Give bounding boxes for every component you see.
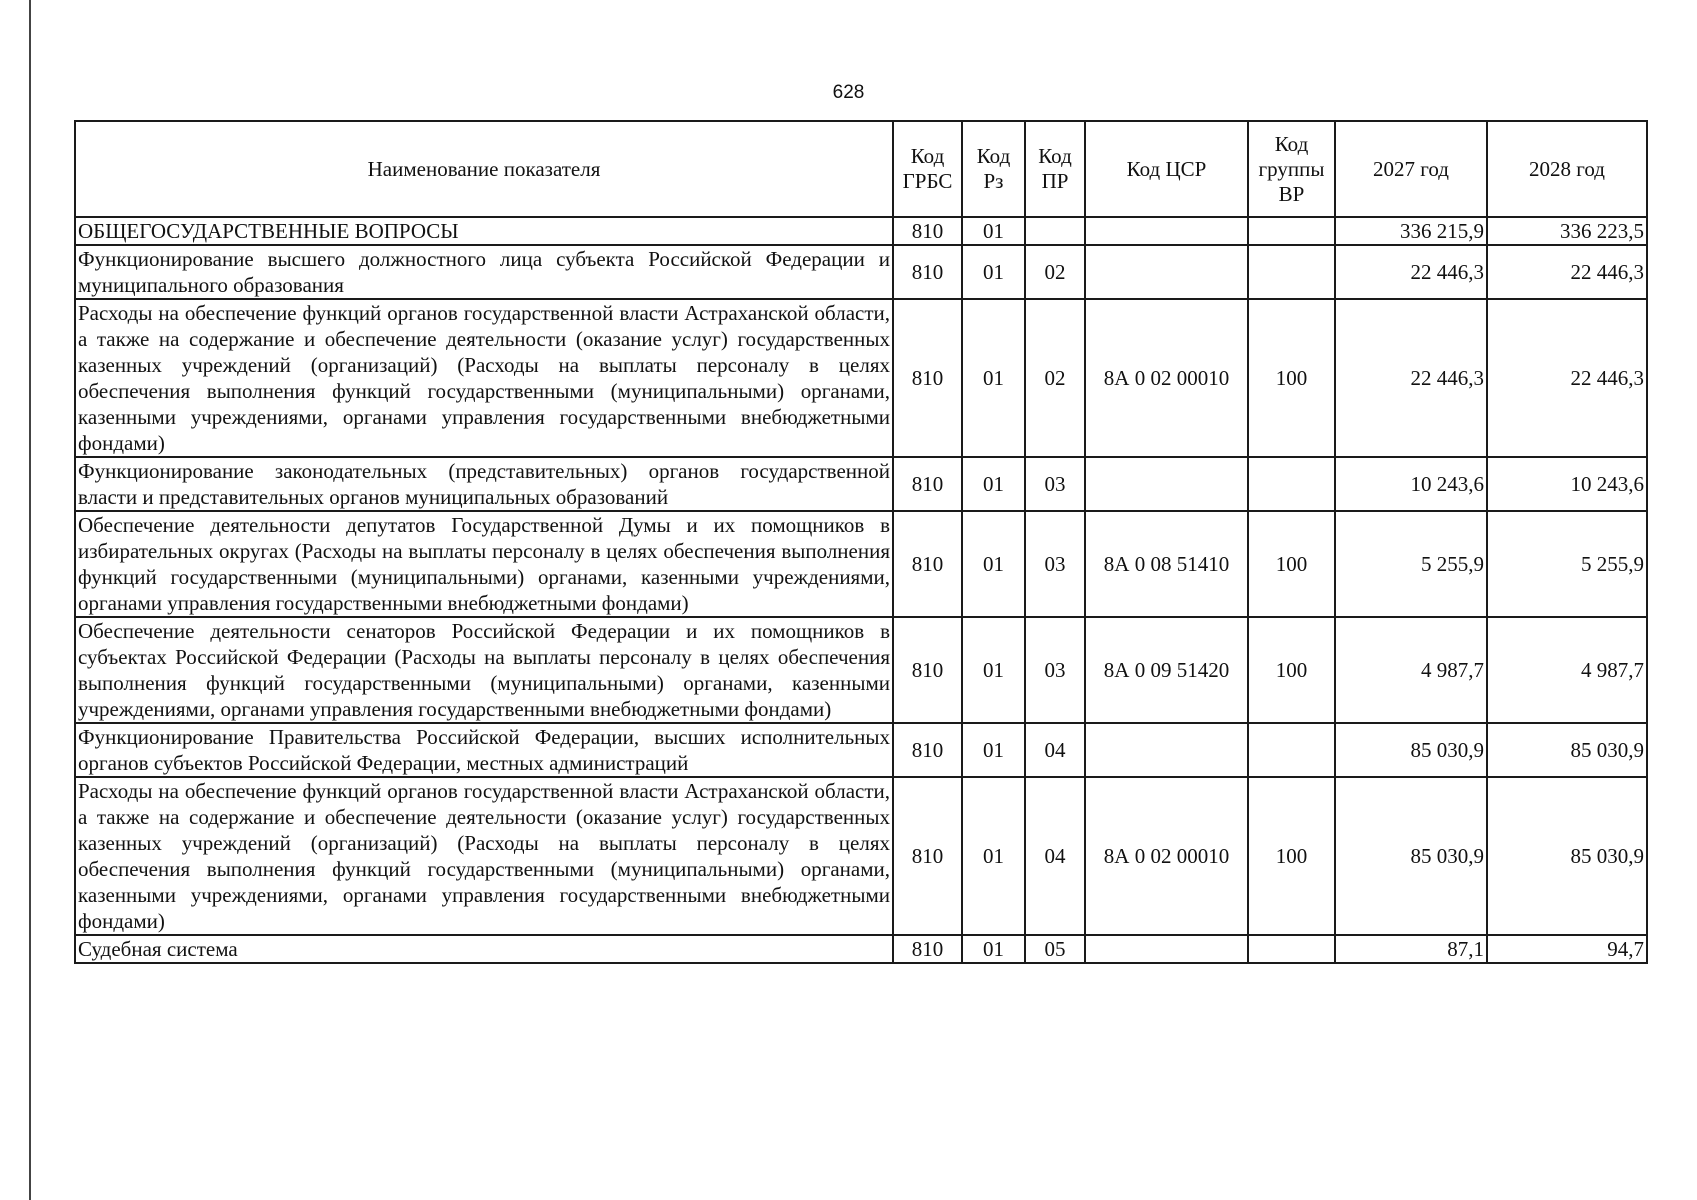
cell-name: Обеспечение деятельности сенаторов Российской Федерации и их помощников в субъектах Российской Федерации (Расходы на выплаты персоналу в целях обеспечения выполнения функций государственными (муниципальными) органами, казенными учреждениями, органами управления государственными внебюджетными фондами) [75, 617, 893, 723]
cell-grbs: 810 [893, 777, 962, 935]
cell-csr [1085, 723, 1248, 777]
table-row [75, 617, 1647, 723]
header-2028: 2028 год [1487, 121, 1647, 217]
cell-grbs: 810 [893, 299, 962, 457]
cell-pr [1025, 217, 1085, 245]
cell-2028: 22 446,3 [1487, 299, 1647, 457]
table-body [75, 217, 1647, 963]
table-row [75, 457, 1647, 511]
table-row [75, 245, 1647, 299]
cell-rz: 01 [962, 245, 1025, 299]
header-csr: Код ЦСР [1085, 121, 1248, 217]
cell-name: Расходы на обеспечение функций органов государственной власти Астраханской области, а также на содержание и обеспечение деятельности (оказание услуг) государственных казенных учреждений (организаций) (Расходы на выплаты персоналу в целях обеспечения выполнения функций государственными (муниципальными) органами, казенными учреждениями, органами управления государственными внебюджетными фондами) [75, 777, 893, 935]
cell-pr: 05 [1025, 935, 1085, 963]
cell-pr: 03 [1025, 511, 1085, 617]
table-row [75, 217, 1647, 245]
header-name: Наименование показателя [75, 121, 893, 217]
table-row [75, 299, 1647, 457]
cell-csr: 8А 0 08 51410 [1085, 511, 1248, 617]
cell-rz: 01 [962, 217, 1025, 245]
cell-pr: 02 [1025, 245, 1085, 299]
budget-table [74, 120, 1648, 964]
cell-2027: 336 215,9 [1335, 217, 1487, 245]
cell-2027: 5 255,9 [1335, 511, 1487, 617]
cell-rz: 01 [962, 723, 1025, 777]
cell-rz: 01 [962, 777, 1025, 935]
cell-2028: 4 987,7 [1487, 617, 1647, 723]
cell-pr: 04 [1025, 723, 1085, 777]
cell-vr: 100 [1248, 777, 1335, 935]
cell-2028: 85 030,9 [1487, 723, 1647, 777]
cell-2028: 94,7 [1487, 935, 1647, 963]
cell-grbs: 810 [893, 511, 962, 617]
cell-csr [1085, 935, 1248, 963]
cell-vr: 100 [1248, 299, 1335, 457]
cell-rz: 01 [962, 511, 1025, 617]
cell-name: Обеспечение деятельности депутатов Государственной Думы и их помощников в избирательных округах (Расходы на выплаты персоналу в целях обеспечения выполнения функций государственными (муниципальными) органами, казенными учреждениями, органами управления государственными внебюджетными фондами) [75, 511, 893, 617]
cell-grbs: 810 [893, 217, 962, 245]
cell-grbs: 810 [893, 617, 962, 723]
cell-2027: 85 030,9 [1335, 777, 1487, 935]
header-vr: Код группы ВР [1248, 121, 1335, 217]
cell-csr [1085, 245, 1248, 299]
cell-name: Функционирование законодательных (представительных) органов государственной власти и представительных органов муниципальных образований [75, 457, 893, 511]
cell-2027: 85 030,9 [1335, 723, 1487, 777]
cell-2028: 336 223,5 [1487, 217, 1647, 245]
cell-name: Расходы на обеспечение функций органов государственной власти Астраханской области, а также на содержание и обеспечение деятельности (оказание услуг) государственных казенных учреждений (организаций) (Расходы на выплаты персоналу в целях обеспечения выполнения функций государственными (муниципальными) органами, казенными учреждениями, органами управления государственными внебюджетными фондами) [75, 299, 893, 457]
cell-vr: 100 [1248, 511, 1335, 617]
cell-vr [1248, 935, 1335, 963]
cell-2027: 22 446,3 [1335, 299, 1487, 457]
cell-vr: 100 [1248, 617, 1335, 723]
cell-vr [1248, 723, 1335, 777]
cell-csr [1085, 457, 1248, 511]
left-margin-line [29, 0, 31, 1200]
cell-csr: 8А 0 09 51420 [1085, 617, 1248, 723]
cell-grbs: 810 [893, 457, 962, 511]
cell-csr: 8А 0 02 00010 [1085, 777, 1248, 935]
cell-2028: 22 446,3 [1487, 245, 1647, 299]
cell-2028: 10 243,6 [1487, 457, 1647, 511]
cell-pr: 03 [1025, 457, 1085, 511]
cell-name: ОБЩЕГОСУДАРСТВЕННЫЕ ВОПРОСЫ [75, 217, 893, 245]
cell-name: Функционирование высшего должностного лица субъекта Российской Федерации и муниципального образования [75, 245, 893, 299]
cell-grbs: 810 [893, 245, 962, 299]
cell-vr [1248, 245, 1335, 299]
cell-vr [1248, 217, 1335, 245]
cell-pr: 04 [1025, 777, 1085, 935]
cell-csr: 8А 0 02 00010 [1085, 299, 1248, 457]
header-2027: 2027 год [1335, 121, 1487, 217]
header-grbs: Код ГРБС [893, 121, 962, 217]
header-pr: Код ПР [1025, 121, 1085, 217]
table-row [75, 935, 1647, 963]
table-row [75, 511, 1647, 617]
cell-pr: 03 [1025, 617, 1085, 723]
page-number: 628 [832, 82, 865, 103]
cell-grbs: 810 [893, 723, 962, 777]
cell-rz: 01 [962, 299, 1025, 457]
cell-rz: 01 [962, 935, 1025, 963]
cell-pr: 02 [1025, 299, 1085, 457]
cell-rz: 01 [962, 617, 1025, 723]
cell-vr [1248, 457, 1335, 511]
cell-name: Функционирование Правительства Российской Федерации, высших исполнительных органов субъектов Российской Федерации, местных администраций [75, 723, 893, 777]
header-rz: Код Рз [962, 121, 1025, 217]
cell-2028: 5 255,9 [1487, 511, 1647, 617]
cell-2028: 85 030,9 [1487, 777, 1647, 935]
cell-name: Судебная система [75, 935, 893, 963]
table-row [75, 723, 1647, 777]
cell-2027: 10 243,6 [1335, 457, 1487, 511]
table-row [75, 777, 1647, 935]
cell-2027: 87,1 [1335, 935, 1487, 963]
cell-rz: 01 [962, 457, 1025, 511]
cell-2027: 4 987,7 [1335, 617, 1487, 723]
cell-csr [1085, 217, 1248, 245]
header-row [75, 121, 1647, 217]
cell-2027: 22 446,3 [1335, 245, 1487, 299]
cell-grbs: 810 [893, 935, 962, 963]
